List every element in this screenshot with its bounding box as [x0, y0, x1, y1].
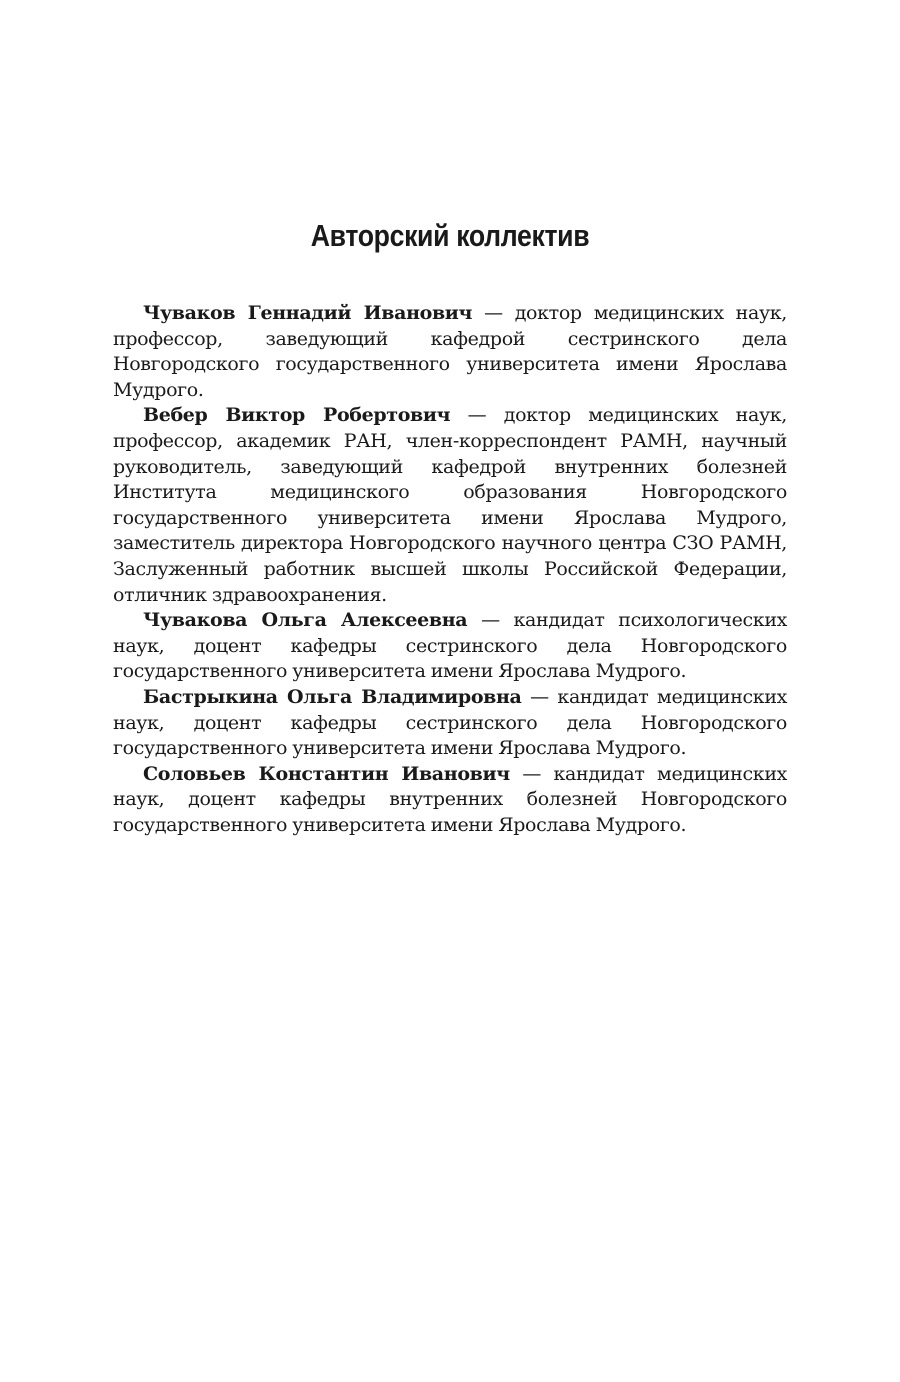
author-description: — кандидат медицинских наук, доцент кафедры внутренних болезней Новгородского государственного университета имени Ярослава Мудрого.	[113, 762, 787, 836]
author-entry	[113, 403, 787, 608]
author-entry	[113, 301, 787, 403]
authors-list	[113, 301, 787, 838]
author-description: — доктор медицинских наук, профессор, заведующий кафедрой сестринского дела Новгородского государственного университета имени Ярослава Мудрого.	[113, 302, 787, 401]
author-name: Вебер Виктор Робертович	[143, 404, 451, 427]
author-entry	[113, 608, 787, 685]
author-name: Чуваков Геннадий Иванович	[143, 302, 473, 324]
author-entry	[113, 762, 787, 839]
author-name: Чувакова Ольга Алексеевна	[143, 609, 468, 632]
author-name: Бастрыкина Ольга Владимировна	[143, 685, 522, 708]
author-description: — кандидат психологических наук, доцент кафедры сестринского дела Новгородского государственного университета имени Ярослава Мудрого.	[113, 609, 787, 683]
author-entry	[113, 685, 787, 762]
author-description: — кандидат медицинских наук, доцент кафедры сестринского дела Новгородского государственного университета имени Ярослава Мудрого.	[113, 685, 787, 760]
page-title: Авторский коллектив	[310, 218, 590, 253]
author-description: — доктор медицинских наук, профессор, академик РАН, член-корреспондент РАМН, научный руководитель, заведующий кафедрой внутренних болезней Института медицинского образования Новгородского государственного университета имени Ярослава Мудрого, заместитель директора Новгородского научного центра СЗО РАМН, Заслуженный работник высшей школы Российской Федерации, отличник здравоохранения.	[113, 404, 787, 606]
author-name: Соловьев Константин Иванович	[143, 762, 510, 785]
